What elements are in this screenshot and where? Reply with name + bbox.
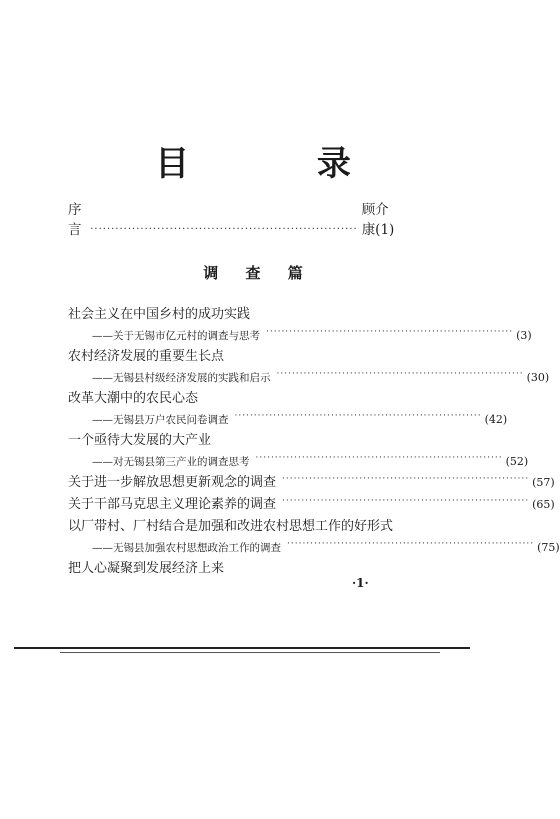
entry-title: 把人心凝聚到发展经济上来 [68,561,225,576]
dot-leader: ································································ [266,327,514,337]
entry-page: (52) [505,455,529,468]
toc-entry [68,516,560,558]
entry-page: (65) [532,498,555,511]
entry-subtitle: ——对无锡县第三产业的调查思考 [92,456,250,468]
preface-label: 序言 [68,202,82,238]
dot-leader: ································································ [276,369,524,379]
entry-page: (3) [516,329,532,342]
preface-entry [68,202,402,238]
entry-page: (30) [526,371,550,384]
dot-leader: ································································ [90,224,358,235]
dot-leader: ································································ [234,411,482,421]
entry-title: 关于进一步解放思想更新观念的调查 [68,475,277,490]
entry-subtitle: ——关于无锡市亿元村的调查与思考 [92,330,260,342]
page-number: ·1· [352,576,369,590]
section-title: 调 查 篇 [203,264,314,282]
dot-leader: ································································ [287,539,535,549]
toc-list [68,304,560,580]
entry-subtitle: ——无锡县村级经济发展的实践和启示 [92,372,271,384]
toc-entry [68,430,529,472]
bottom-rule [14,647,470,649]
bottom-rule-thin [60,652,440,653]
entry-title: 关于干部马克思主义理论素养的调查 [68,497,277,512]
dot-leader: ································································ [282,496,530,506]
dot-leader: ································································ [282,474,530,484]
entry-page: (42) [484,413,508,426]
entry-title: 社会主义在中国乡村的成功实践 [68,307,251,322]
entry-page: (57) [532,476,555,489]
entry-title: 农村经济发展的重要生长点 [68,349,225,364]
page-title: 目 录 [155,144,409,184]
toc-entry [68,304,532,346]
preface-author-page: 顾介康(1) [361,202,395,238]
entry-title: 一个亟待大发展的大产业 [68,433,212,448]
entry-title: 改革大潮中的农民心态 [68,391,199,406]
dot-leader: ································································ [255,453,503,463]
entry-page: (75) [537,541,560,554]
entry-subtitle: ——无锡县加强农村思想政治工作的调查 [92,542,281,554]
entry-title: 以厂带村、厂村结合是加强和改进农村思想工作的好形式 [68,519,394,534]
toc-entry [68,494,555,516]
toc-entry [68,388,508,430]
toc-entry [68,346,550,388]
entry-subtitle: ——无锡县万户农民问卷调查 [92,414,229,426]
